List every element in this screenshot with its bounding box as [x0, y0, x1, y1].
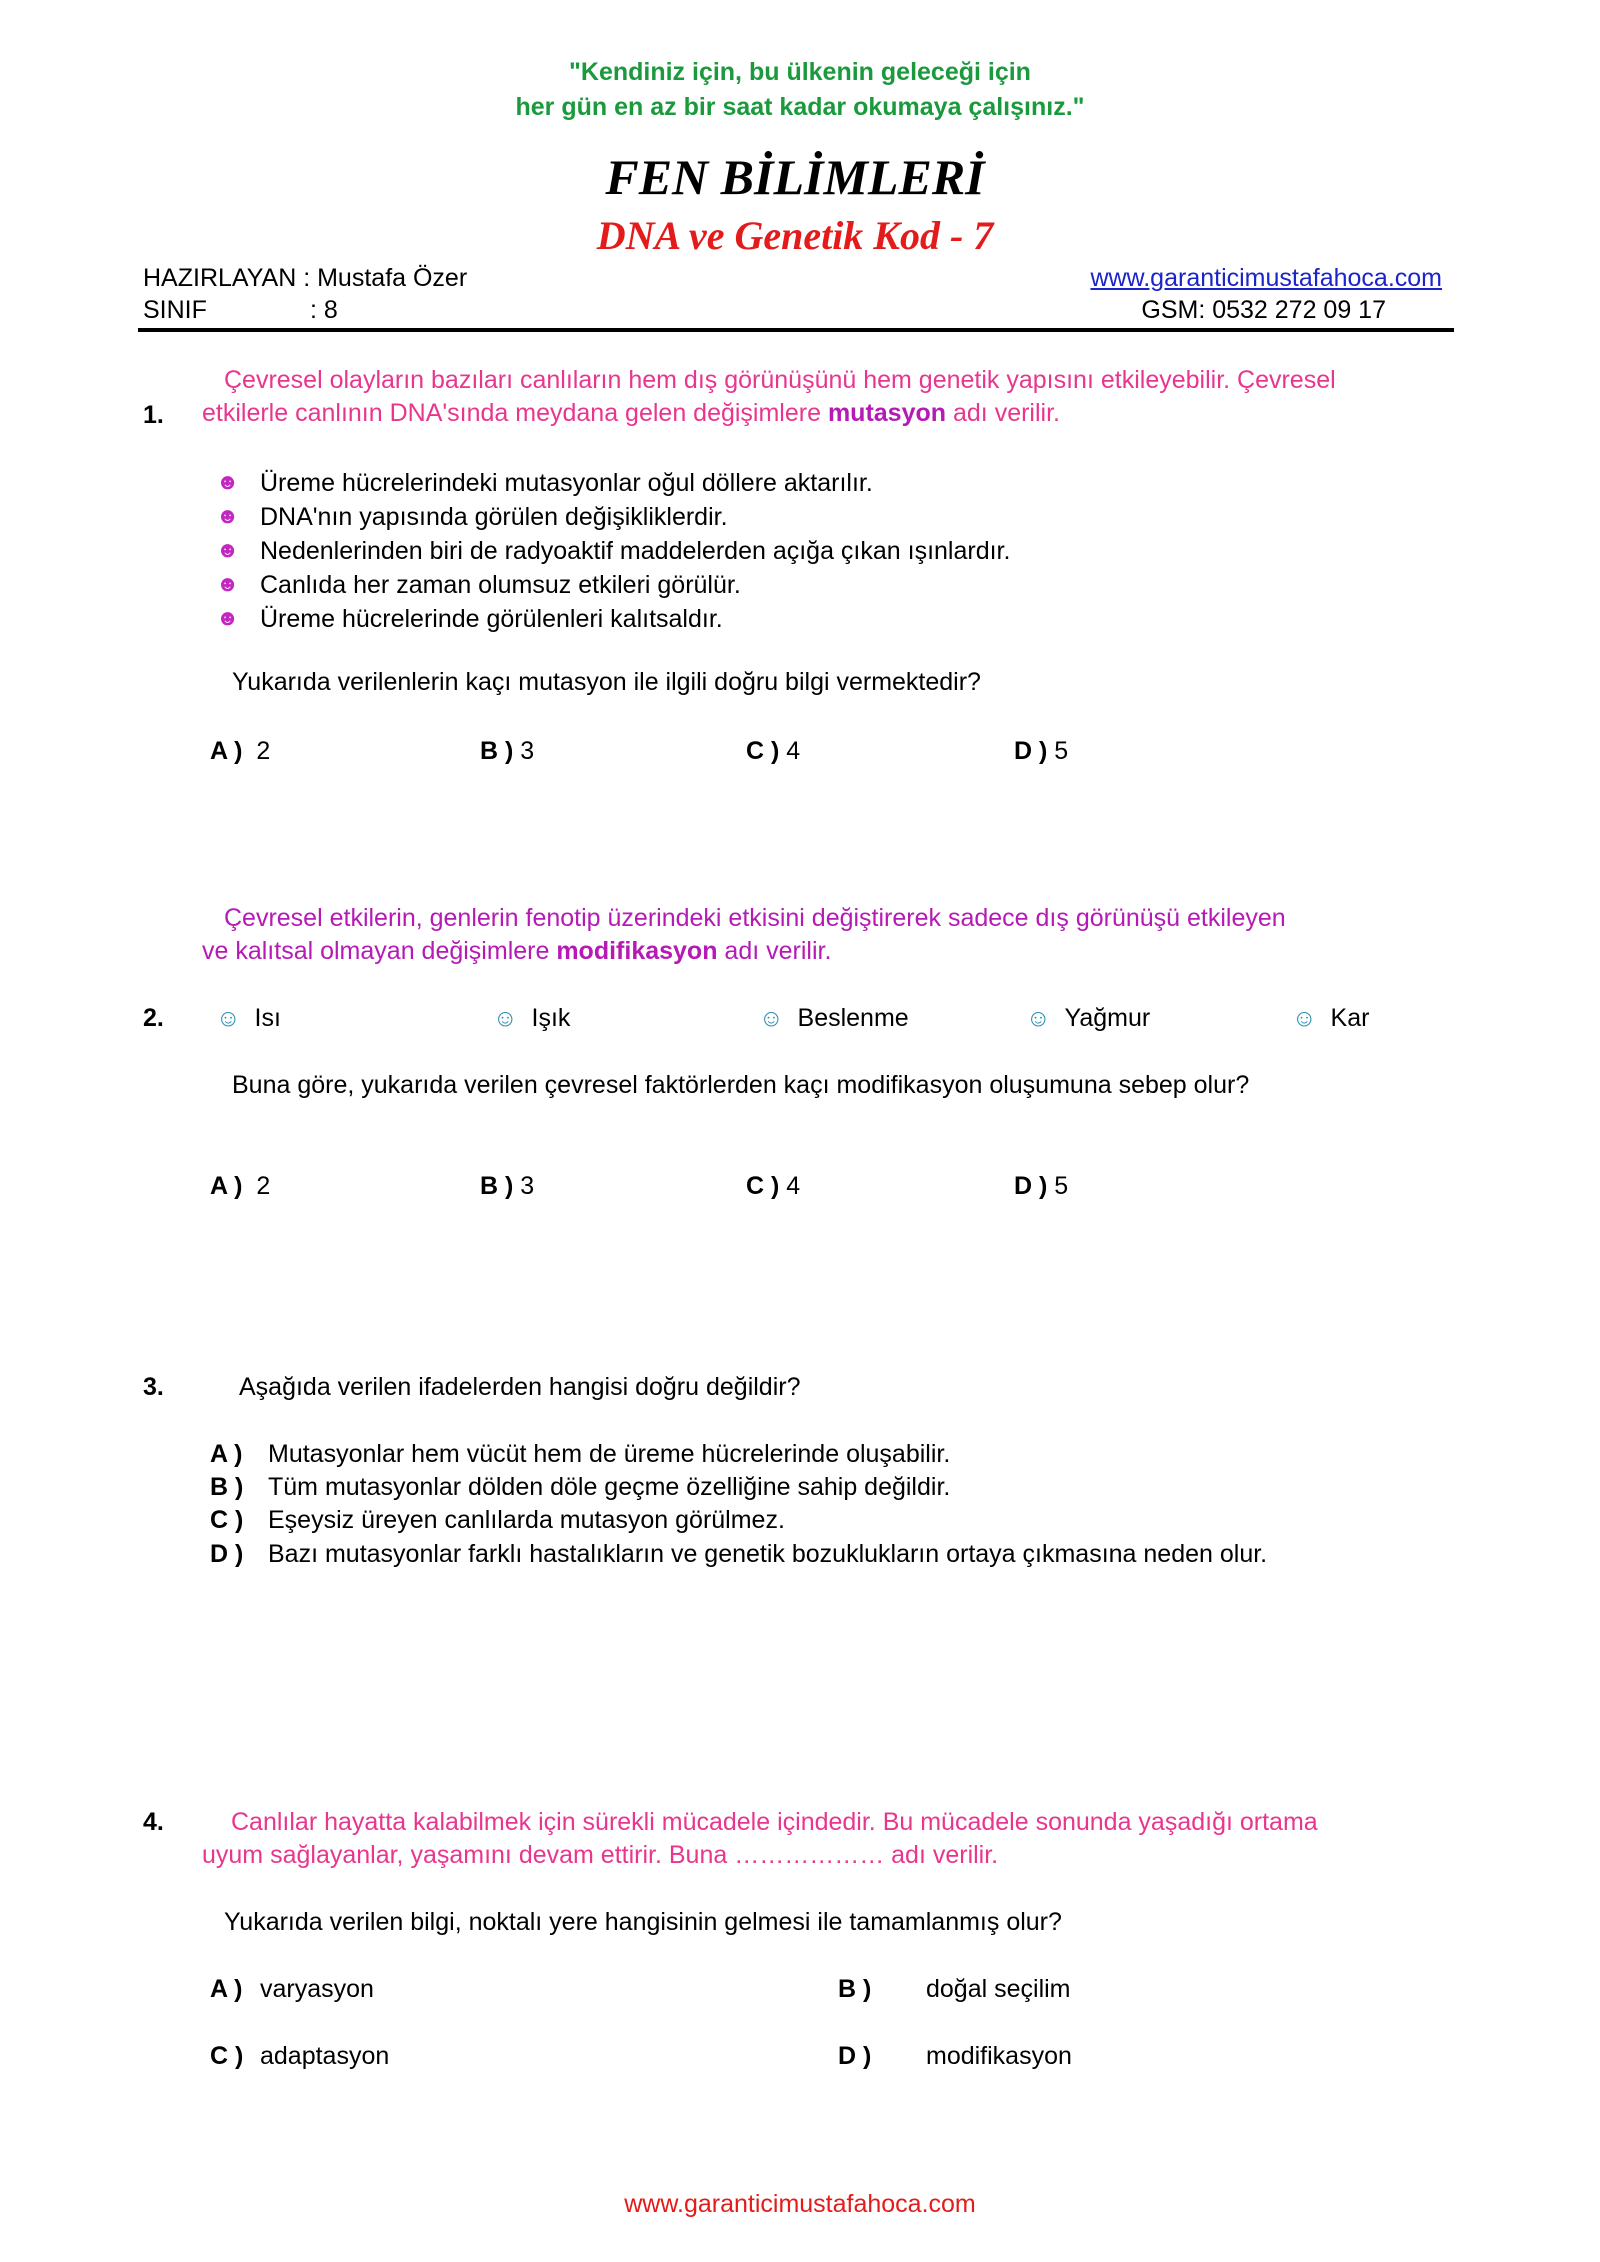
- factor-isi: ☺ Isı: [216, 1004, 281, 1032]
- list-item: ☻ Canlıda her zaman olumsuz etkileri görülür.: [216, 571, 741, 599]
- question-3-option-d[interactable]: D ) Bazı mutasyonlar farklı hastalıkların ve genetik bozuklukların ortaya çıkmasına neden olur.: [210, 1540, 1268, 1568]
- question-1-intro-line2: etkilerle canlının DNA'sında meydana gelen değişimlere mutasyon adı verilir.: [202, 399, 1060, 427]
- question-2-option-b[interactable]: B ) 3: [480, 1172, 535, 1200]
- question-3-number: 3.: [143, 1373, 164, 1401]
- question-2-option-d[interactable]: D ) 5: [1014, 1172, 1069, 1200]
- question-4-option-c[interactable]: C ) adaptasyon: [210, 2042, 390, 2070]
- question-2-intro-line1: Çevresel etkilerin, genlerin fenotip üzerindeki etkisini değiştirerek sadece dış görünüşü etkileyen: [224, 904, 1286, 932]
- question-4-option-a[interactable]: A ) varyasyon: [210, 1975, 374, 2003]
- outline-smiley-icon: ☺: [759, 1005, 784, 1032]
- question-1-prompt: Yukarıda verilenlerin kaçı mutasyon ile ilgili doğru bilgi vermektedir?: [232, 668, 981, 696]
- question-3-prompt: Aşağıda verilen ifadelerden hangisi doğru değildir?: [239, 1373, 801, 1401]
- question-2-option-c[interactable]: C ) 4: [746, 1172, 801, 1200]
- question-3-option-b[interactable]: B ) Tüm mutasyonlar dölden döle geçme özelliğine sahip değildir.: [210, 1473, 951, 1501]
- page-title: FEN BİLİMLERİ: [605, 149, 985, 205]
- question-2-intro-line2: ve kalıtsal olmayan değişimlere modifikasyon adı verilir.: [202, 937, 832, 965]
- filled-smiley-icon: ☻: [216, 469, 240, 494]
- question-2-prompt: Buna göre, yukarıda verilen çevresel faktörlerden kaçı modifikasyon oluşumuna sebep olur?: [232, 1071, 1250, 1099]
- factor-yagmur: ☺ Yağmur: [1026, 1004, 1151, 1032]
- class-label: SINIF: [143, 296, 207, 324]
- filled-smiley-icon: ☻: [216, 605, 240, 630]
- motivational-quote-line1: "Kendiniz için, bu ülkenin geleceği için: [569, 58, 1031, 86]
- question-4-number: 4.: [143, 1808, 164, 1836]
- list-item: ☻ Üreme hücrelerindeki mutasyonlar oğul döllere aktarılır.: [216, 469, 873, 497]
- header-divider: [138, 328, 1454, 332]
- question-4-option-d[interactable]: D ) modifikasyon: [838, 2042, 1072, 2070]
- factor-isik: ☺ Işık: [493, 1004, 571, 1032]
- outline-smiley-icon: ☺: [1292, 1005, 1317, 1032]
- header-website-link[interactable]: www.garanticimustafahoca.com: [1090, 264, 1442, 292]
- author-label: HAZIRLAYAN : Mustafa Özer: [143, 264, 468, 292]
- factor-beslenme: ☺ Beslenme: [759, 1004, 909, 1032]
- filled-smiley-icon: ☻: [216, 537, 240, 562]
- question-4-option-b[interactable]: B ) doğal seçilim: [838, 1975, 1071, 2003]
- page-subtitle: DNA ve Genetik Kod - 7: [596, 213, 994, 258]
- filled-smiley-icon: ☻: [216, 571, 240, 596]
- question-1-bullets: [216, 469, 1011, 639]
- list-item: ☻ DNA'nın yapısında görülen değişikliklerdir.: [216, 503, 728, 531]
- question-3-option-c[interactable]: C ) Eşeysiz üreyen canlılarda mutasyon görülmez.: [210, 1506, 785, 1534]
- question-4-intro-line1: Canlılar hayatta kalabilmek için sürekli mücadele içindedir. Bu mücadele sonunda yaşadığı ortama: [231, 1808, 1318, 1836]
- outline-smiley-icon: ☺: [493, 1005, 518, 1032]
- question-1-option-c[interactable]: C ) 4: [746, 737, 801, 765]
- class-value: : 8: [310, 296, 338, 324]
- outline-smiley-icon: ☺: [216, 1005, 241, 1032]
- factor-kar: ☺ Kar: [1292, 1004, 1370, 1032]
- question-1-option-b[interactable]: B ) 3: [480, 737, 535, 765]
- filled-smiley-icon: ☻: [216, 503, 240, 528]
- question-3-option-a[interactable]: A ) Mutasyonlar hem vücüt hem de üreme hücrelerinde oluşabilir.: [210, 1440, 951, 1468]
- footer-website-link[interactable]: www.garanticimustafahoca.com: [624, 2190, 976, 2218]
- question-4-intro-line2: uyum sağlayanlar, yaşamını devam ettirir. Buna ……………… adı verilir.: [202, 1841, 999, 1869]
- question-2-number: 2.: [143, 1004, 164, 1032]
- question-1-intro-line1: Çevresel olayların bazıları canlıların hem dış görünüşünü hem genetik yapısını etkileyebilir. Çevresel: [224, 366, 1336, 394]
- list-item: ☻ Üreme hücrelerinde görülenleri kalıtsaldır.: [216, 605, 723, 633]
- question-4-prompt: Yukarıda verilen bilgi, noktalı yere hangisinin gelmesi ile tamamlanmış olur?: [224, 1908, 1062, 1936]
- question-1-option-d[interactable]: D ) 5: [1014, 737, 1069, 765]
- motivational-quote-line2: her gün en az bir saat kadar okumaya çalışınız.": [515, 93, 1085, 121]
- list-item: ☻ Nedenlerinden biri de radyoaktif maddelerden açığa çıkan ışınlardır.: [216, 537, 1011, 565]
- question-1-number: 1.: [143, 401, 164, 429]
- question-2-option-a[interactable]: A ) 2: [210, 1172, 271, 1200]
- question-1-option-a[interactable]: A ) 2: [210, 737, 271, 765]
- gsm-number: GSM: 0532 272 09 17: [1141, 296, 1386, 324]
- outline-smiley-icon: ☺: [1026, 1005, 1051, 1032]
